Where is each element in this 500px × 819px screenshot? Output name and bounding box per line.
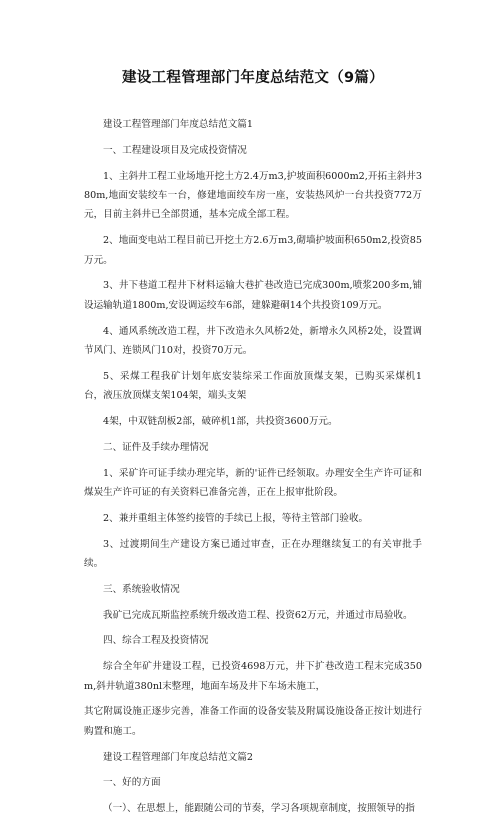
paragraph: 其它附属设施正逐步完善，准备工作面的设备安装及附属设施设备正按计划进行购置和施工。	[84, 706, 422, 737]
paragraph: 3、过渡期间生产建设方案已通过审查，正在办理继续复工的有关审批手续。	[84, 538, 422, 570]
paragraph: 三、系统验收情况	[103, 583, 180, 595]
paragraph: 建设工程管理部门年度总结范文篇1	[103, 119, 254, 130]
paragraph: 建设工程管理部门年度总结范文篇2	[103, 751, 254, 763]
paragraph: 1、主斜井工程工业场地开挖土方2.4万m3,护坡面积6000m2,开拓主斜井380m,地面安装绞车一台，修建地面绞车房一座，安装热风炉一台共投资772万元，目前主斜井已全部贯通，基本完成全部工程。	[84, 170, 422, 221]
paragraph: 3、井下巷道工程井下材料运输大巷扩巷改造已完成300m,喷浆200多m,铺设运输轨道1800m,安设调运绞车6部，建躲避硐14个共投资109万元。	[84, 280, 422, 311]
paragraph: 2、地面变电站工程目前已开挖土方2.6万m3,砌墙护坡面积650m2,投资85万元。	[84, 235, 422, 266]
paragraph: 2、兼并重组主体签约接管的手续已上报，等待主管部门验收。	[103, 512, 369, 524]
paragraph: 一、工程建设项目及完成投资情况	[103, 144, 247, 156]
paragraph: 综合全年矿井建设工程，已投资4698万元，井下扩巷改造工程末完成350m,斜井轨道380nl末整理，地面车场及井下车场未施工，	[84, 661, 422, 692]
paragraph: 1、采矿许可证手续办理完毕，新的'证件已经领取。办理安全生产许可证和煤炭生产许可证的有关资料已准备完善，正在上报审批阶段。	[84, 467, 422, 499]
paragraph: 一、好的方面	[103, 777, 161, 789]
paragraph: 4、通风系统改造工程，井下改造永久风桥2处，新增永久风桥2处，设置调节风门、连锁风门10对，投资70万元。	[84, 325, 422, 357]
paragraph: 4架，中双链刮板2部，破碎机1部，共投资3600万元。	[103, 416, 338, 428]
paragraph: 我矿已完成瓦斯监控系统升级改造工程、投资62万元，并通过市局验收。	[103, 609, 413, 621]
document-title: 建设工程管理部门年度总结范文（9篇）	[122, 70, 384, 86]
document-body	[84, 115, 422, 819]
paragraph: 二、证件及手续办理情况	[103, 441, 209, 453]
paragraph: 四、综合工程及投资情况	[103, 635, 209, 647]
paragraph: （一）、在思想上，能跟随公司的节奏，学习各项规章制度，按照领导的指	[103, 803, 415, 815]
paragraph: 5、采煤工程我矿计划年底安装综采工作面放顶煤支架，已购买采煤机1台，液压放顶煤支架104架，端头支架	[84, 370, 422, 402]
